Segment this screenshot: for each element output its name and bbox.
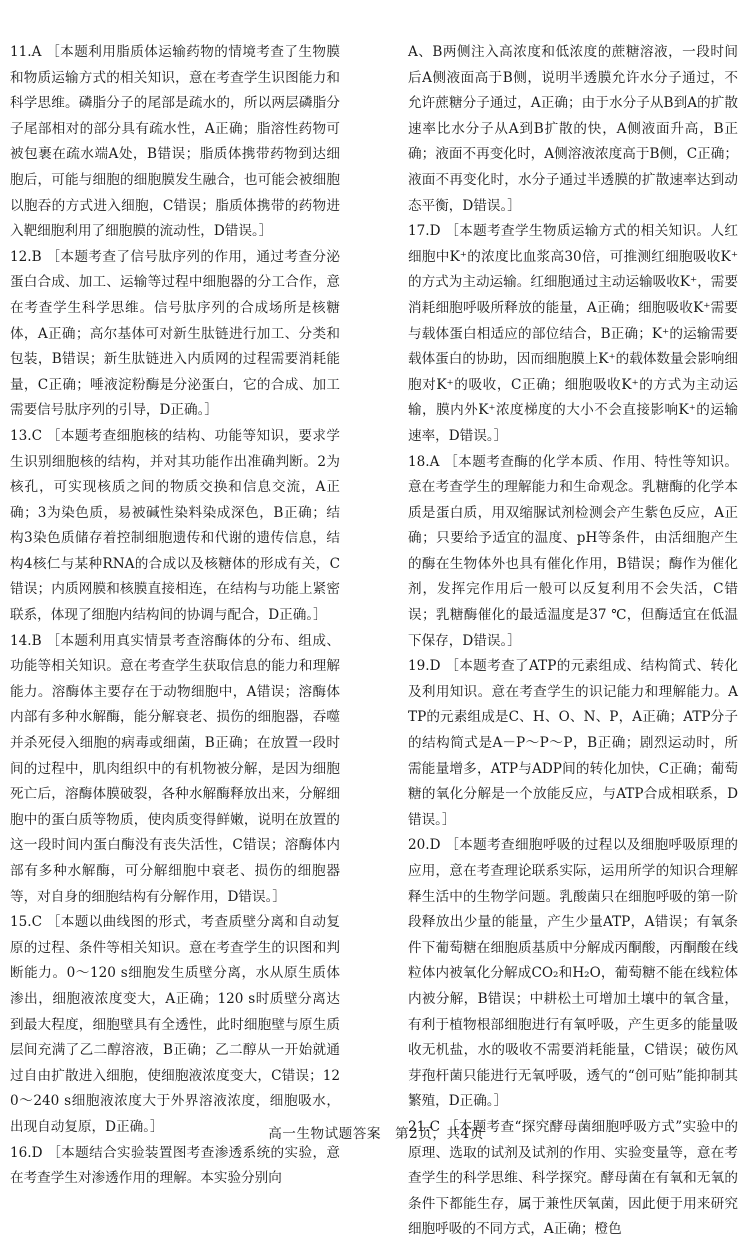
answer-item-14: 14.B ［本题利用真实情景考查溶酶体的分布、组成、功能等相关知识。意在考查学生获取信息的能力和理解能力。溶酶体主要存在于动物细胞中，A错误；溶酶体内部有多种水解酶，能分解衰老、损伤的细胞器，吞噬并杀死侵入细胞的病毒或细菌，B正确；在放置一段时间的过程中，肌肉组织中的有机物被分解，是因为细胞死亡后，溶酶体膜破裂，各种水解酶释放出来，分解细胞中的蛋白质等物质，使肉质变得鲜嫩，说明在放置的这一段时间内蛋白酶没有丧失活性，C错误；溶酶体内部有多种水解酶，可分解细胞中衰老、损伤的细胞器等，对自身的细胞结构有分解作用，D错误。］ (10, 632, 340, 905)
answer-item-19: 19.D ［本题考查了ATP的元素组成、结构简式、转化及利用知识。意在考查学生的识记能力和理解能力。ATP的元素组成是C、H、O、N、P，A正确；ATP分子的结构简式是A－P～P～P，B正确；剧烈运动时，所需能量增多，ATP与ADP间的转化加快，C正确；葡萄糖的氧化分解是一个放能反应，与ATP合成相联系，D错误。］ (408, 658, 738, 828)
page-footer: 高一生物试题答案 第2页，共4页 (268, 1126, 484, 1142)
left-column (10, 40, 340, 1192)
right-column (408, 40, 738, 1243)
answer-item-13: 13.C ［本题考查细胞核的结构、功能等知识，要求学生识别细胞核的结构，并对其功能作出准确判断。2为核孔，可实现核质之间的物质交换和信息交流，A正确；3为染色质，易被碱性染料染成深色，B正确；结构3染色质储存着控制细胞遗传和代谢的遗传信息，结构4核仁与某种RNA的合成以及核糖体的形成有关，C错误；内质网膜和核膜直接相连，在结构与功能上紧密联系，体现了细胞内结构间的协调与配合，D正确。］ (10, 427, 340, 624)
answer-item-11: 11.A ［本题利用脂质体运输药物的情境考查了生物膜和物质运输方式的相关知识，意在考查学生识图能力和科学思维。磷脂分子的尾部是疏水的，所以两层磷脂分子尾部相对的部分具有疏水性，A正确；脂溶性药物可被包裹在疏水端A处，B错误；脂质体携带药物到达细胞后，可能与细胞的细胞膜发生融合，也可能会被细胞以胞吞的方式进入细胞，C错误；脂质体携带的药物进入靶细胞利用了细胞膜的流动性，D错误。］ (10, 44, 340, 240)
answer-item-21-start: 21.C ［本题考查“探究酵母菌细胞呼吸方式”实验中的原理、选取的试剂及试剂的作用、实验变量等，意在考查学生的科学思维、科学探究。酵母菌在有氧和无氧的条件下都能生存，属于兼性厌氧菌，因此便于用来研究细胞呼吸的不同方式，A正确；橙色 (408, 1118, 738, 1238)
answer-item-20: 20.D ［本题考查细胞呼吸的过程以及细胞呼吸原理的应用，意在考查理论联系实际，运用所学的知识合理解释生活中的生物学问题。乳酸菌只在细胞呼吸的第一阶段释放出少量的能量，产生少量ATP，A错误；有氧条件下葡萄糖在细胞质基质中分解成丙酮酸，丙酮酸在线粒体内被氧化分解成CO₂和H₂O，葡萄糖不能在线粒体内被分解，B错误；中耕松土可增加土壤中的氧含量，有利于植物根部细胞进行有氧呼吸，产生更多的能量吸收无机盐，水的吸收不需要消耗能量，C错误；破伤风芽孢杆菌只能进行无氧呼吸，透气的“创可贴”能抑制其繁殖，D正确。］ (408, 837, 738, 1110)
answer-item-18: 18.A ［本题考查酶的化学本质、作用、特性等知识。意在考查学生的理解能力和生命观念。乳糖酶的化学本质是蛋白质，用双缩脲试剂检测会产生紫色反应，A正确；只要给予适宜的温度、pH等条件，由活细胞产生的酶在生物体外也具有催化作用，B错误；酶作为催化剂，发挥完作用后一般可以反复利用不会失活，C错误；乳糖酶催化的最适温度是37 ℃，但酶适宜在低温下保存，D错误。］ (408, 453, 738, 649)
answer-item-12: 12.B ［本题考查了信号肽序列的作用，通过考查分泌蛋白合成、加工、运输等过程中细胞器的分工合作，意在考查学生科学思维。信号肽序列的合成场所是核糖体，A正确；高尔基体可对新生肽链进行加工、分类和包装，B错误；新生肽链进入内质网的过程需要消耗能量，C正确；唾液淀粉酶是分泌蛋白，它的合成、加工需要信号肽序列的引导，D正确。］ (10, 248, 340, 419)
answer-item-15: 15.C ［本题以曲线图的形式，考查质壁分离和自动复原的过程、条件等相关知识。意在考查学生的识图和判断能力。0～120 s细胞发生质壁分离，水从原生质体渗出，细胞液浓度变大，A正确；120 s时质壁分离达到最大程度，细胞壁具有全透性，此时细胞壁与原生质层间充满了乙二醇溶液，B正确；乙二醇从一开始就通过自由扩散进入细胞，使细胞液浓度变大，C错误；120～240 s细胞液浓度大于外界溶液浓度，细胞吸水，出现自动复原，D正确。］ (10, 914, 341, 1135)
answer-item-16-continued: A、B两侧注入高浓度和低浓度的蔗糖溶液，一段时间后A侧液面高于B侧，说明半透膜允许水分子通过，不允许蔗糖分子通过，A正确；由于水分子从B到A的扩散速率比水分子从A到B扩散的快，A侧液面升高，B正确；液面不再变化时，A侧溶液浓度高于B侧，C正确；液面不再变化时，水分子通过半透膜的扩散速率达到动态平衡，D错误。］ (408, 44, 738, 214)
answer-item-17: 17.D ［本题考查学生物质运输方式的相关知识。人红细胞中K⁺的浓度比血浆高30倍，可推测红细胞吸收K⁺的方式为主动运输。红细胞通过主动运输吸收K⁺，需要消耗细胞呼吸所释放的能量，A正确；细胞吸收K⁺需要与载体蛋白相适应的部位结合，B正确；K⁺的运输需要载体蛋白的协助，因而细胞膜上K⁺的载体数量会影响细胞对K⁺的吸收，C正确；细胞吸收K⁺的方式为主动运输，膜内外K⁺浓度梯度的大小不会直接影响K⁺的运输速率，D错误。］ (408, 223, 738, 444)
answer-item-16-start: 16.D ［本题结合实验装置图考查渗透系统的实验，意在考查学生对渗透作用的理解。本实验分别向 (10, 1144, 340, 1187)
